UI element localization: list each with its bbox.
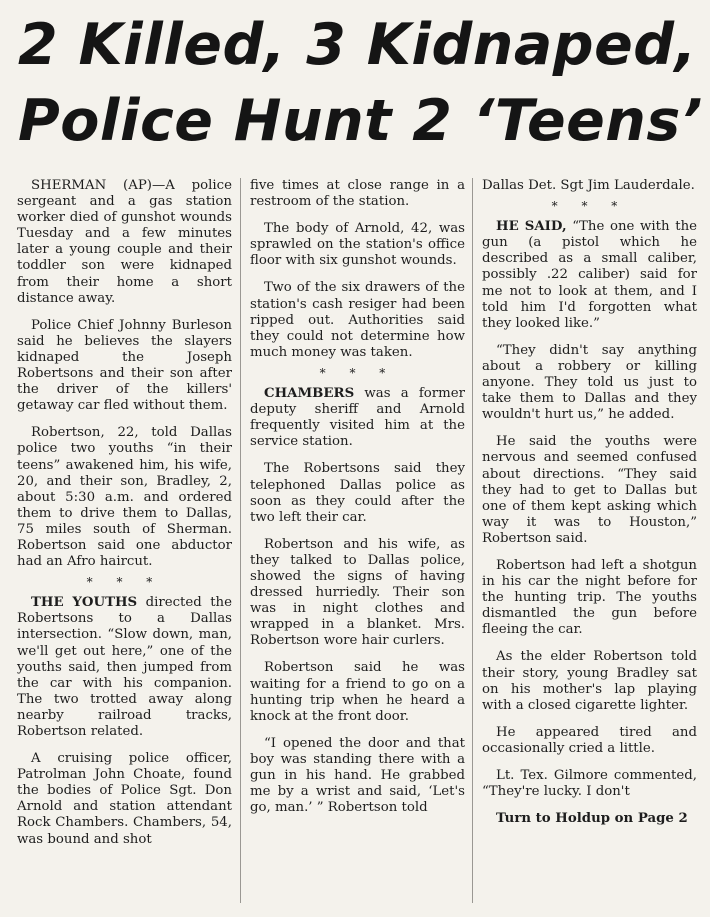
paragraph: He appeared tired and occasionally cried a little. xyxy=(482,724,697,756)
column-divider xyxy=(472,178,473,903)
paragraph: five times at close range in a restroom of the station. xyxy=(250,178,465,210)
paragraph: Dallas Det. Sgt Jim Lauderdale. xyxy=(482,178,695,193)
paragraph xyxy=(17,595,232,740)
paragraph: The Robertsons said they telephoned Dallas police as soon as they could after the two left their car. xyxy=(250,461,465,525)
section-break: * * * xyxy=(551,199,628,214)
column-divider xyxy=(240,178,241,903)
section-break: * * * xyxy=(86,575,163,590)
column-3 xyxy=(482,178,697,838)
paragraph: Police Chief Johnny Burleson said he believes the slayers kidnaped the Joseph Robertsons and their son after the driver of the killers' getaway car fled without them. xyxy=(17,317,232,414)
section-break: * * * xyxy=(319,365,396,380)
continuation-jump-line: Turn to Holdup on Page 2 xyxy=(496,811,688,827)
paragraph: A cruising police officer, Patrolman John Choate, found the bodies of Police Sgt. Don Arnold and station attendant Rock Chambers. Chambers, 54, was bound and shot xyxy=(17,751,232,847)
paragraph: Robertson and his wife, as they talked to Dallas police, showed the signs of having dressed hurriedly. Their son was in night clothes and wrapped in a blanket. Mrs. Robertson wore hair curlers. xyxy=(250,536,465,649)
paragraph: SHERMAN (AP)—A police sergeant and a gas station worker died of gunshot wounds Tuesday and a few minutes later a young couple and their toddler son were kidnaped from their home a short distance away. xyxy=(17,178,232,306)
paragraph: Robertson said he was waiting for a friend to go on a hunting trip when he heard a knock at the front door. xyxy=(250,660,465,724)
article-body xyxy=(0,178,710,917)
paragraph xyxy=(250,386,465,450)
paragraph-text: “The one with the gun (a pistol which he described as a small caliber, possibly .22 caliber) said for me not to look at them, and I told him I'd forgotten what they looked like.” xyxy=(482,219,698,331)
column-1 xyxy=(17,178,232,859)
paragraph-text: was a former deputy sheriff and Arnold frequently visited him at the service station. xyxy=(250,386,465,450)
headline-line-1: 2 Killed, 3 Kidnaped, xyxy=(18,12,697,78)
paragraph xyxy=(482,219,697,332)
paragraph: “I opened the door and that boy was standing there with a gun in his hand. He grabbed me by a wrist and said, ‘Let's go, man.’ ” Robertson told xyxy=(250,735,465,816)
paragraph: Two of the six drawers of the station's cash resiger had been ripped out. Authorities said they could not determine how much money was taken. xyxy=(250,280,465,360)
paragraph-lead: HE SAID, xyxy=(496,219,567,235)
paragraph-lead: CHAMBERS xyxy=(264,386,355,402)
paragraph: Lt. Tex. Gilmore commented, “They're lucky. I don't xyxy=(482,768,697,800)
paragraph: The body of Arnold, 42, was sprawled on the station's office floor with six gunshot wounds. xyxy=(250,221,465,269)
paragraph-text: directed the Robertsons to a Dallas intersection. “Slow down, man, we'll get out here,” one of the youths said, then jumped from the car with his companion. The two trotted away along nearby railroad tracks, Robertson related. xyxy=(17,595,232,739)
headline-line-2: Police Hunt 2 ‘Teens’ xyxy=(18,88,703,154)
paragraph: “They didn't say anything about a robbery or killing anyone. They told us just to take them to Dallas and they wouldn't hurt us,” he added. xyxy=(482,342,697,423)
headline xyxy=(0,0,710,170)
paragraph: He said the youths were nervous and seemed confused about directions. “They said they had to get to Dallas but one of them kept asking which way it was to Houston,” Robertson said. xyxy=(482,434,697,546)
column-2 xyxy=(250,178,465,827)
paragraph: Robertson, 22, told Dallas police two youths “in their teens” awakened him, his wife, 20, and their son, Bradley, 2, about 5:30 a.m. and ordered them to drive them to Dallas, 75 miles south of Sherman. Robertson said one abductor had an Afro haircut. xyxy=(17,425,232,570)
paragraph: Robertson had left a shotgun in his car the night before for the hunting trip. The youths dismantled the gun before fleeing the car. xyxy=(482,557,697,638)
paragraph-lead: THE YOUTHS xyxy=(31,595,138,611)
paragraph: As the elder Robertson told their story, young Bradley sat on his mother's lap playing with a closed cigarette lighter. xyxy=(482,649,697,713)
